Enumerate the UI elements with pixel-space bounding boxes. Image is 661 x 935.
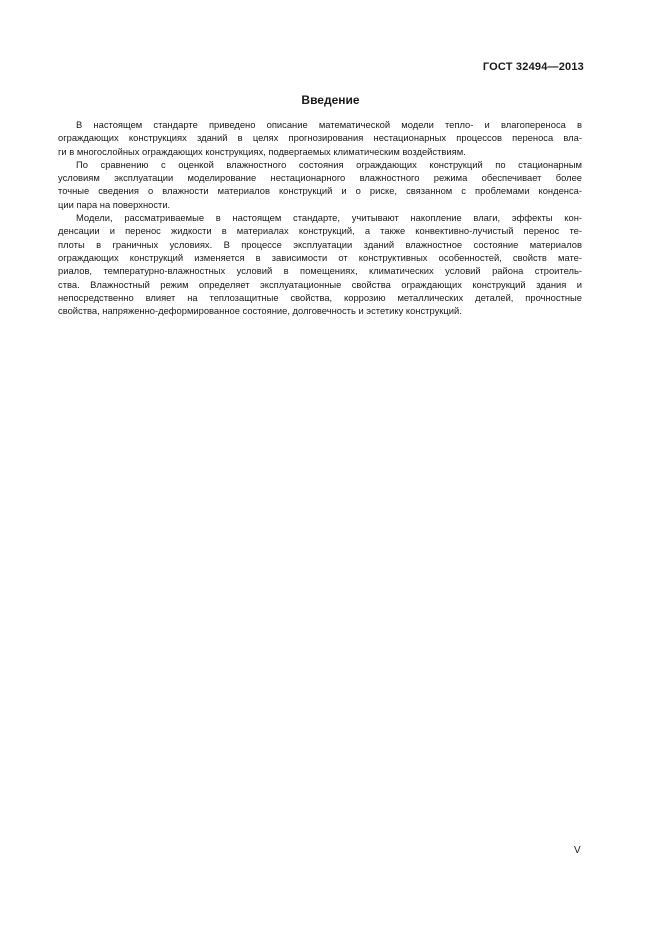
text-line: денсации и перенос жидкости в материалах конструкций, а также конвективно-лучистый перенос те-: [58, 225, 582, 237]
paragraph-1: [58, 118, 582, 158]
text-line: точные сведения о влажности материалов конструкций и о риске, связанном с проблемами конденса-: [58, 185, 582, 197]
paragraph-2: [58, 158, 582, 211]
introduction-text: [58, 118, 582, 317]
paragraph-3: [58, 211, 582, 317]
text-line: ограждающих конструкций изменяется в зависимости от конструктивных особенностей, свойств мате-: [58, 251, 582, 263]
text-line: ции пара на поверхности.: [58, 198, 171, 210]
page-number: V: [574, 845, 581, 856]
text-line: риалов, температурно-влажностных условий в помещениях, климатических условий района строитель-: [58, 265, 582, 277]
text-line: непосредственно влияет на теплозащитные свойства, коррозию металлических деталей, прочностные: [58, 291, 582, 303]
text-line: В настоящем стандарте приведено описание математической модели тепло- и влагопереноса в: [76, 119, 582, 130]
text-line: условиям эксплуатации моделирование нестационарного влажностного режима обеспечивает более: [58, 172, 582, 184]
text-line: свойства, напряженно-деформированное состояние, долговечность и эстетику конструкций.: [58, 305, 462, 317]
text-line: Модели, рассматриваемые в настоящем стандарте, учитывают накопление влаги, эффекты кон-: [76, 212, 582, 224]
section-title: Введение: [301, 93, 360, 107]
text-line: плоты в граничных условиях. В процессе эксплуатации зданий влажностное состояние материалов: [58, 238, 582, 250]
text-line: По сравнению с оценкой влажностного состояния ограждающих конструкций по стационарным: [76, 158, 582, 170]
text-line: ограждающих конструкциях зданий в целях прогнозирования нестационарных процессов переноса вла-: [58, 132, 582, 144]
document-code: ГОСТ 32494—2013: [482, 61, 584, 73]
text-line: ства. Влажностный режим определяет эксплуатационные свойства ограждающих конструкций здания и: [58, 278, 582, 290]
text-line: ги в многослойных ограждающих конструкциях, подвергаемых климатическим воздействиям.: [58, 145, 466, 157]
